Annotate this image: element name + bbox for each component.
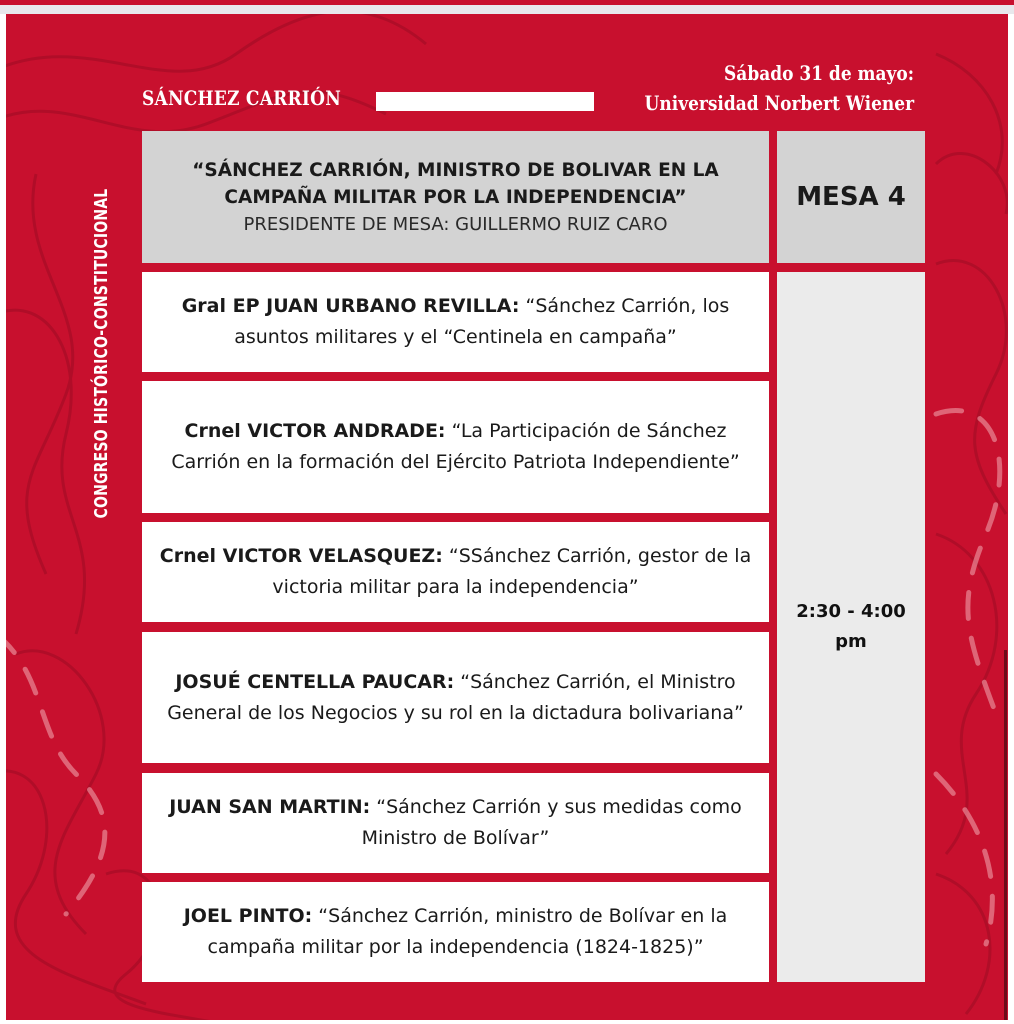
talk-title: “Sánchez Carrión, ministro de Bolívar en la campaña militar por la independencia (1824-1825)” <box>207 905 728 958</box>
event-venue: Universidad Norbert Wiener <box>644 91 914 115</box>
talk-title: “SSánchez Carrión, gestor de la victoria militar para la independencia” <box>272 545 752 598</box>
talk-text <box>156 291 756 353</box>
talk-speaker: JOEL PINTO: <box>183 905 313 927</box>
talk-speaker: Crnel VICTOR ANDRADE: <box>184 420 446 442</box>
talk-title: “Sánchez Carrión y sus medidas como Ministro de Bolívar” <box>361 796 742 849</box>
brand-divider-bar <box>376 92 594 111</box>
scrollbar-thumb[interactable] <box>1004 650 1007 1020</box>
talk-text <box>156 667 756 729</box>
talk-text <box>156 792 756 854</box>
talk-card <box>142 632 769 763</box>
talk-card <box>142 272 769 372</box>
mesa-label: MESA 4 <box>777 131 925 263</box>
talk-text <box>156 541 756 603</box>
top-strip-line <box>0 0 1014 5</box>
talk-card <box>142 522 769 622</box>
panel-title <box>156 157 756 211</box>
event-date-venue <box>644 58 914 118</box>
talk-card <box>142 882 769 982</box>
panel-header <box>142 131 769 263</box>
talk-card <box>142 381 769 513</box>
panel-title-line-1: “SÁNCHEZ CARRIÓN, MINISTRO DE BOLIVAR EN LA <box>192 159 719 181</box>
talk-card <box>142 773 769 873</box>
time-column <box>777 272 925 982</box>
talk-speaker: JUAN SAN MARTIN: <box>169 796 371 818</box>
talk-text <box>156 416 756 478</box>
congress-vertical-title <box>82 131 122 577</box>
event-date: Sábado 31 de mayo: <box>723 61 914 85</box>
top-strip <box>0 0 1014 14</box>
brand-title: SÁNCHEZ CARRIÓN <box>142 86 341 110</box>
talk-title: “Sánchez Carrión, los asuntos militares y el “Centinela en campaña” <box>234 295 730 348</box>
panel-time-range: 2:30 - 4:00 <box>796 601 906 622</box>
panel-title-line-2: CAMPAÑA MILITAR POR LA INDEPENDENCIA” <box>224 186 687 208</box>
panel-time-period: pm <box>835 631 867 652</box>
congress-vertical-title-text: CONGRESO HISTÓRICO-CONSTITUCIONAL <box>91 189 112 519</box>
talk-title: “Sánchez Carrión, el Ministro General de los Negocios y su rol en la dictadura bolivariana” <box>167 670 744 724</box>
talk-speaker: Gral EP JUAN URBANO REVILLA: <box>181 295 520 317</box>
panel-time <box>796 597 906 657</box>
talk-title: “La Participación de Sánchez Carrión en la formación del Ejército Patriota Independiente” <box>171 420 740 473</box>
talk-text <box>156 901 756 963</box>
talk-speaker: JOSUÉ CENTELLA PAUCAR: <box>175 670 455 693</box>
panel-president: PRESIDENTE DE MESA: GUILLERMO RUIZ CARO <box>243 213 668 235</box>
talk-speaker: Crnel VICTOR VELASQUEZ: <box>159 545 443 567</box>
